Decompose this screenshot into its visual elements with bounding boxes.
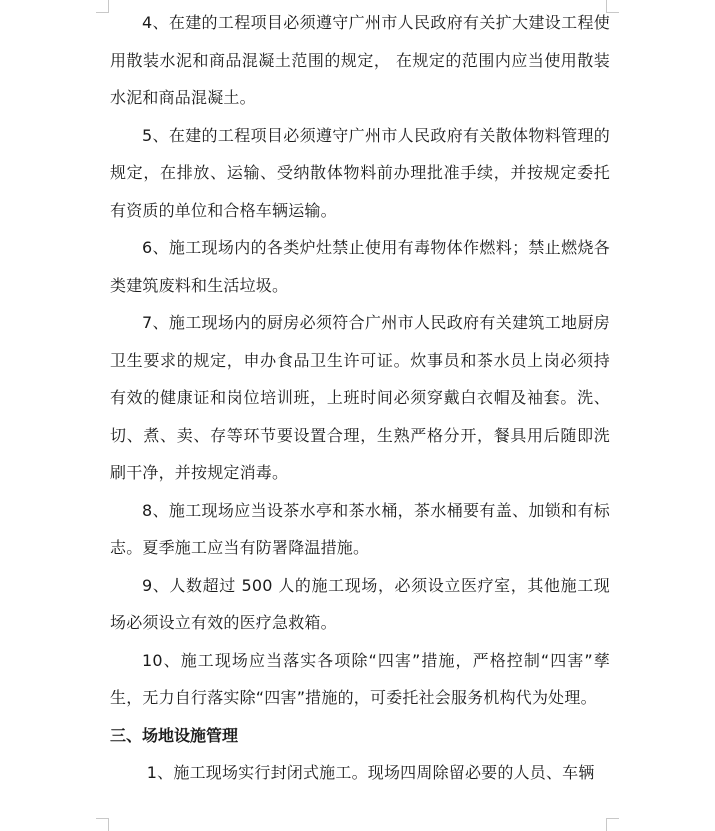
paragraph-item-5: 5、在建的工程项目必须遵守广州市人民政府有关散体物料管理的规定，在排放、运输、受纳散体物料前办理批准手续，并按规定委托有资质的单位和合格车辆运输。: [110, 125, 610, 220]
page-corner-mark: [96, 818, 109, 831]
paragraph-item-7: 7、施工现场内的厨房必须符合广州市人民政府有关建筑工地厨房卫生要求的规定，申办食品卫生许可证。炊事员和茶水员上岗必须持有效的健康证和岗位培训班，上班时间必须穿戴白衣帽及袖套。洗、切、煮、卖、存等环节要设置合理，生熟严格分开，餐具用后随即洗刷干净，并按规定消毒。: [110, 313, 610, 482]
page-corner-mark: [606, 818, 619, 831]
paragraph-item-4: 4、在建的工程项目必须遵守广州市人民政府有关扩大建设工程使用散装水泥和商品混凝土范围的规定， 在规定的范围内应当使用散装水泥和商品混凝土。: [110, 13, 610, 107]
page-corner-mark: [96, 0, 109, 13]
document-body: [110, 4, 610, 792]
paragraph-item-10: 10、施工现场应当落实各项除“四害”措施，严格控制“四害”孳生，无力自行落实除“四害”措施的，可委托社会服务机构代为处理。: [110, 650, 610, 707]
section-heading: 三、场地设施管理: [110, 725, 239, 745]
paragraph-item-8: 8、施工现场应当设茶水亭和茶水桶，茶水桶要有盖、加锁和有标志。夏季施工应当有防署降温措施。: [110, 500, 610, 557]
paragraph-item-9: 9、人数超过 500 人的施工现场，必须设立医疗室，其他施工现场必须设立有效的医疗急救箱。: [110, 575, 610, 632]
paragraph-item-1: 1、施工现场实行封闭式施工。现场四周除留必要的人员、车辆: [146, 763, 595, 782]
paragraph-item-6: 6、施工现场内的各类炉灶禁止使用有毒物体作燃料；禁止燃烧各类建筑废料和生活垃圾。: [110, 238, 610, 295]
